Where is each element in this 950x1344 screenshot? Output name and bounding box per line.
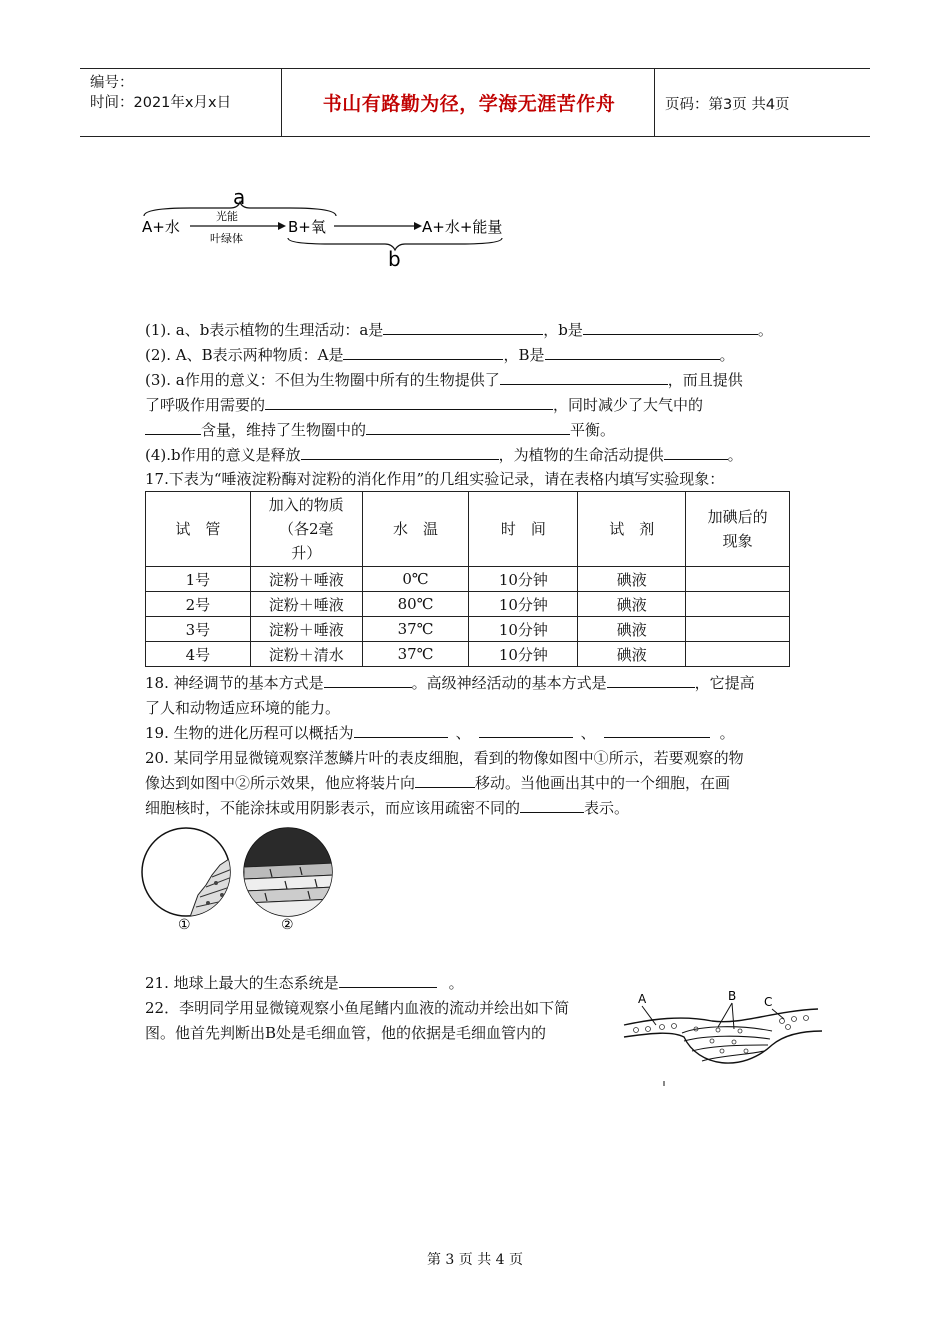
cell-tube: 2号 [146, 592, 251, 617]
pointer-b-2 [732, 1003, 734, 1029]
q18-text: 18. 神经调节的基本方式是 [145, 674, 324, 692]
diagram-middle-substances: B+氧 [288, 218, 326, 236]
header-phenomenon-line: 加碘后的 [707, 508, 768, 526]
cell-temperature: 37℃ [362, 642, 469, 667]
q3-text: (3). a作用的意义：不但为生物圈中所有的生物提供了 [145, 371, 500, 389]
capillary-2 [684, 1036, 770, 1041]
question-18-line-2: 了人和动物适应环境的能力。 [145, 699, 341, 717]
q3-text-5: 含量，维持了生物圈中的 [201, 421, 367, 439]
header-reagent: 试 剂 [578, 492, 686, 567]
question-18-line-1 [145, 671, 755, 696]
answer-blank[interactable] [339, 971, 437, 988]
q2-text: (2). A、B表示两种物质：A是 [145, 346, 344, 364]
answer-blank[interactable] [366, 418, 570, 435]
arrow-head-2 [414, 222, 422, 230]
microscope-view-figure [140, 825, 345, 933]
header-substance-line: （各2毫 [278, 520, 334, 538]
header-temperature: 水 温 [362, 492, 469, 567]
q20-text-2: 移动。当他画出其中的一个细胞，在画 [475, 774, 731, 792]
q21-end: 。 [448, 974, 464, 992]
diagram-left-substances: A+水 [142, 218, 180, 236]
header-motto: 书山有路勤为径，学海无涯苦作舟 [322, 93, 616, 115]
view-2-label: ② [281, 917, 294, 933]
table-row [146, 567, 790, 592]
answer-blank[interactable] [607, 671, 695, 688]
q21-text: 21. 地球上最大的生态系统是 [145, 974, 339, 992]
cell-reagent: 碘液 [578, 567, 686, 592]
q3-text-3: 了呼吸作用需要的 [145, 396, 266, 414]
q18-text-3: ，它提高 [694, 674, 755, 692]
table-row [146, 592, 790, 617]
vessel-label-c: C [764, 995, 773, 1009]
q19-separator: 、 [455, 724, 471, 742]
answer-blank[interactable] [354, 721, 448, 738]
cell-time: 10分钟 [469, 592, 578, 617]
q3-text-4: ，同时减少了大气中的 [553, 396, 704, 414]
cell-temperature: 0℃ [362, 567, 469, 592]
q4-end: 。 [727, 446, 743, 464]
arrow-head-1 [278, 222, 286, 230]
q19-separator: 、 [580, 724, 596, 742]
answer-blank[interactable] [343, 343, 503, 360]
table-header-row [146, 492, 790, 567]
header-substance [250, 492, 362, 567]
serial-label: 编号： [90, 75, 134, 91]
blood-vessel-figure [622, 985, 830, 1087]
header-substance-line: 升） [291, 544, 322, 562]
q20-text-4: 表示。 [584, 799, 630, 817]
table-row [146, 642, 790, 667]
answer-blank[interactable] [383, 318, 543, 335]
question-20-line-2 [145, 771, 730, 796]
answer-blank[interactable] [145, 418, 201, 435]
question-22-line-1: 22．李明同学用显微镜观察小鱼尾鳍内血液的流动并绘出如下简 [145, 999, 570, 1017]
cell-reagent: 碘液 [578, 592, 686, 617]
header-phenomenon [686, 492, 790, 567]
cell-substance: 淀粉＋唾液 [250, 617, 362, 642]
cell-substance: 淀粉＋清水 [250, 642, 362, 667]
question-17: 17.下表为“唾液淀粉酶对淀粉的消化作用”的几组实验记录，请在表格内填写实验现象： [145, 470, 725, 488]
cell-time: 10分钟 [469, 617, 578, 642]
q4-text: (4).b作用的意义是释放 [145, 446, 301, 464]
q19-end: 。 [719, 724, 735, 742]
date-label: 时间：2021年x月x日 [90, 95, 232, 111]
diagram-arrow-top-label: 光能 [216, 210, 238, 223]
table-row [146, 617, 790, 642]
answer-blank[interactable] [265, 393, 553, 410]
q1-text-2: ，b是 [543, 321, 583, 339]
question-3-line-2 [145, 393, 703, 418]
diagram-label-a: a [233, 185, 246, 209]
cell-time: 10分钟 [469, 567, 578, 592]
q1-text: (1). a、b表示植物的生理活动：a是 [145, 321, 384, 339]
question-4 [145, 443, 743, 468]
page-footer: 第 3 页 共 4 页 [426, 1252, 524, 1268]
q20-text-3: 细胞核时，不能涂抹或用阴影表示，而应该用疏密不同的 [145, 799, 521, 817]
question-21 [145, 971, 464, 996]
photosynthesis-diagram [130, 182, 530, 272]
q4-text-2: ，为植物的生命活动提供 [498, 446, 664, 464]
answer-blank[interactable] [415, 771, 475, 788]
answer-blank[interactable] [664, 443, 728, 460]
question-19 [145, 721, 735, 746]
question-20-line-1: 20. 某同学用显微镜观察洋葱鳞片叶的表皮细胞，看到的物像如图中①所示，若要观察的物 [145, 749, 744, 767]
answer-blank[interactable] [479, 721, 573, 738]
q18-text-2: 。高级神经活动的基本方式是 [411, 674, 607, 692]
answer-blank[interactable] [545, 343, 720, 360]
q1-end: 。 [757, 321, 773, 339]
cell-phenomenon-answer[interactable] [686, 617, 790, 642]
cell-tube: 4号 [146, 642, 251, 667]
diagram-arrow-bottom-label: 叶绿体 [210, 232, 243, 245]
header-tube: 试 管 [146, 492, 251, 567]
pointer-a [642, 1006, 656, 1025]
view-1-label: ① [178, 917, 191, 933]
header-substance-line: 加入的物质 [268, 496, 344, 514]
cell-phenomenon-answer[interactable] [686, 567, 790, 592]
cell-tube: 3号 [146, 617, 251, 642]
q20-text: 像达到如图中②所示效果，他应将装片向 [145, 774, 416, 792]
experiment-table [145, 491, 790, 667]
q3-text-2: ，而且提供 [667, 371, 743, 389]
header-time: 时 间 [469, 492, 578, 567]
question-3-line-3 [145, 418, 615, 443]
vessel-label-a: A [638, 992, 647, 1006]
cell-substance: 淀粉＋唾液 [250, 567, 362, 592]
capillary-4 [702, 1051, 764, 1061]
cell-reagent: 碘液 [578, 617, 686, 642]
page-header [80, 68, 870, 137]
diagram-right-substances: A+水+能量 [422, 218, 503, 236]
answer-blank[interactable] [324, 671, 412, 688]
cell-reagent: 碘液 [578, 642, 686, 667]
question-2 [145, 343, 735, 368]
answer-blank[interactable] [520, 796, 584, 813]
cell-tube: 1号 [146, 567, 251, 592]
capillary-3 [692, 1045, 768, 1051]
cell-phenomenon-answer[interactable] [686, 642, 790, 667]
header-meta [90, 73, 231, 113]
pointer-b-1 [718, 1003, 732, 1027]
cell-substance: 淀粉＋唾液 [250, 592, 362, 617]
cell-time: 10分钟 [469, 642, 578, 667]
header-page-info: 页码：第3页 共4页 [665, 97, 790, 113]
question-3-line-1 [145, 368, 743, 393]
cell-temperature: 37℃ [362, 617, 469, 642]
header-divider [654, 69, 655, 136]
capillary-1 [682, 1027, 772, 1033]
cell-phenomenon-answer[interactable] [686, 592, 790, 617]
vessel-label-b: B [728, 989, 737, 1003]
answer-blank[interactable] [604, 721, 710, 738]
header-phenomenon-line: 现象 [722, 532, 753, 550]
question-1 [145, 318, 773, 343]
q19-text: 19. 生物的进化历程可以概括为 [145, 724, 354, 742]
diagram-label-b: b [388, 247, 401, 271]
header-divider [281, 69, 282, 136]
question-22-line-2: 图。他首先判断出B处是毛细血管，他的依据是毛细血管内的 [145, 1024, 547, 1042]
q2-text-2: ，B是 [503, 346, 545, 364]
cell-temperature: 80℃ [362, 592, 469, 617]
q3-text-6: 平衡。 [570, 421, 616, 439]
view-2-cells [240, 825, 340, 917]
q2-end: 。 [719, 346, 735, 364]
answer-blank[interactable] [583, 318, 758, 335]
answer-blank[interactable] [500, 368, 668, 385]
question-20-line-3 [145, 796, 629, 821]
answer-blank[interactable] [301, 443, 499, 460]
